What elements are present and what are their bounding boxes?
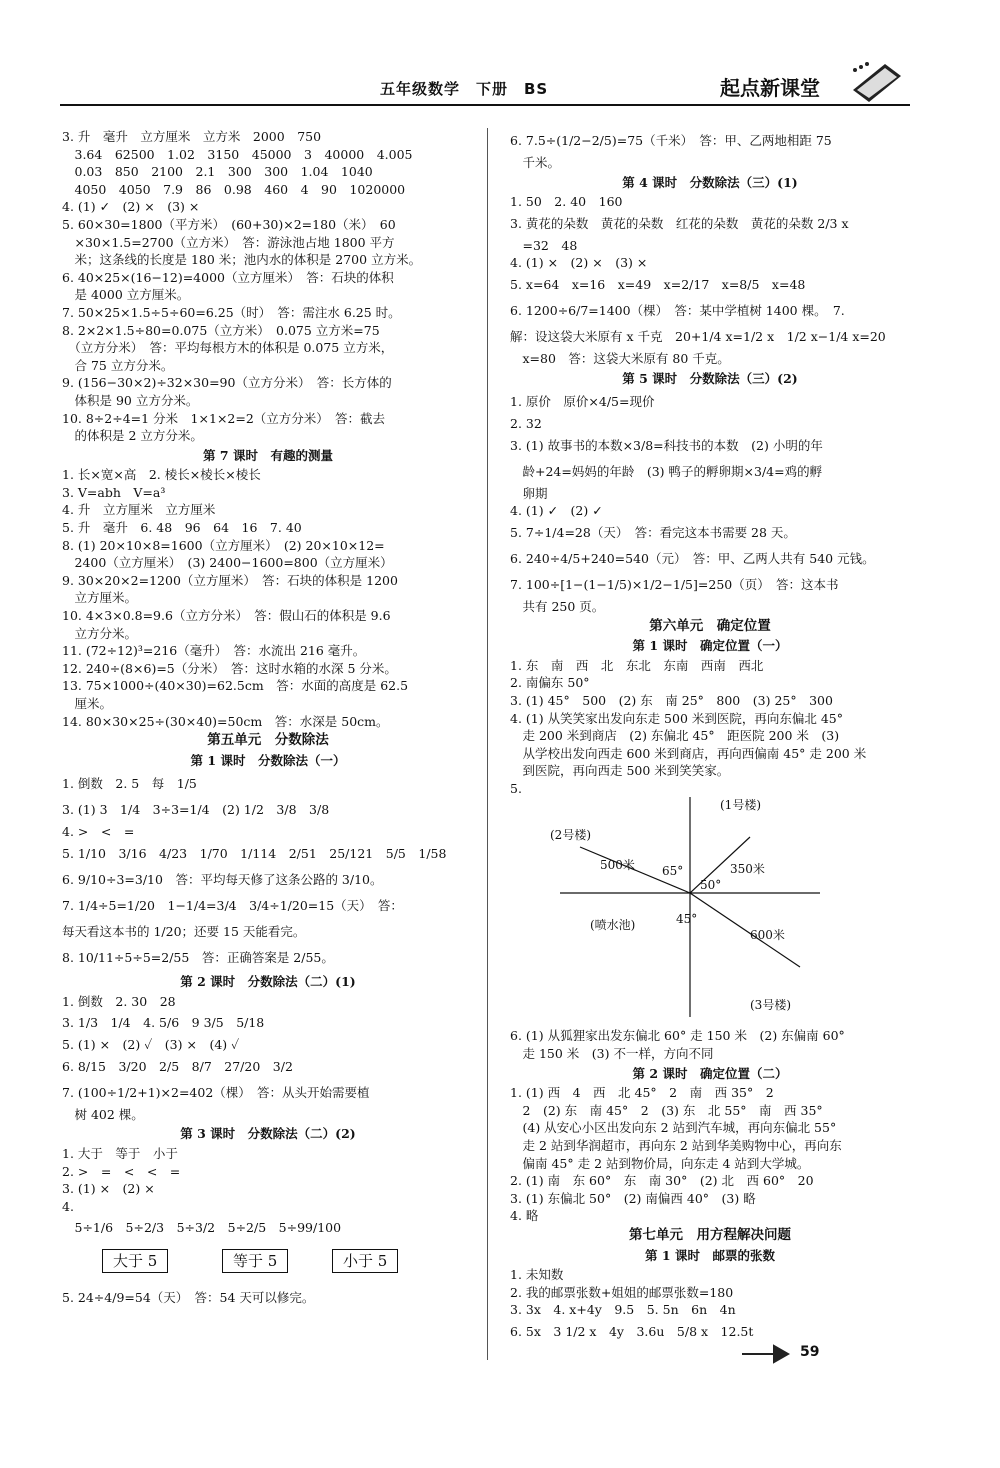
answer-box: 大于 5 bbox=[102, 1249, 168, 1273]
answer-line: 合 75 立方分米。 bbox=[62, 357, 174, 373]
answer-line: ×30×1.5=2700（立方米） 答：游泳池占地 1800 平方 bbox=[62, 234, 395, 250]
answer-line: 6. 1200÷6/7=1400（棵） 答：某中学植树 1400 棵。 7. bbox=[510, 302, 845, 318]
answer-line: 厘米。 bbox=[62, 696, 113, 711]
answer-line: 的体积是 2 立方分米。 bbox=[62, 428, 203, 444]
answer-line: 立方厘米。 bbox=[62, 590, 138, 606]
answer-line: 卵期 bbox=[510, 485, 548, 501]
answer-line: 走 150 米 (3) 不一样，方向不同 bbox=[510, 1046, 714, 1062]
answer-line: 8. 10/11÷5÷5=2/55 答：正确答案是 2/55。 bbox=[62, 949, 334, 965]
answer-line: 7. 50×25×1.5÷5÷60=6.25（时） 答：需注水 6.25 时。 bbox=[62, 304, 401, 320]
answer-line: 6. 9/10÷3=3/10 答：平均每天修了这条公路的 3/10。 bbox=[62, 871, 383, 887]
diagram-label: (2号楼) bbox=[550, 828, 591, 843]
answer-line: 7. (100÷1/2+1)×2=402（棵） 答：从头开始需要植 bbox=[62, 1084, 370, 1100]
answer-line: 2. > = < < = bbox=[62, 1163, 181, 1179]
answer-line: 龄+24=妈妈的年龄 (3) 鸭子的孵卵期×3/4=鸡的孵 bbox=[510, 463, 823, 479]
answer-line: 3. (1) 3 1/4 3÷3=1/4 (2) 1/2 3/8 3/8 bbox=[62, 802, 330, 818]
answer-line: 每天看这本书的 1/20；还要 15 天能看完。 bbox=[62, 923, 306, 939]
section-heading: 第 1 课时 确定位置（一） bbox=[632, 638, 788, 654]
arrow-icon bbox=[740, 1342, 790, 1366]
answer-line: 4050 4050 7.9 86 0.98 460 4 90 1020000 bbox=[62, 181, 406, 197]
page-header bbox=[0, 60, 1000, 110]
answer-line: 7. 1/4÷5=1/20 1−1/4=3/4 3/4÷1/20=15（天） 答： bbox=[62, 897, 403, 913]
header-title: 五年级数学 下册 BS bbox=[380, 80, 549, 98]
answer-line: 10. 8÷2÷4=1 分米 1×1×2=2（立方分米） 答：截去 bbox=[62, 410, 386, 426]
diagram-label: 50° bbox=[700, 878, 722, 893]
diagram-label: 600米 bbox=[750, 928, 785, 943]
answer-line: 10. 4×3×0.8=9.6（立方分米） 答：假山石的体积是 9.6 bbox=[62, 608, 391, 624]
section-heading: 第 1 课时 分数除法（一） bbox=[190, 752, 346, 768]
answer-line: 米；这条线的长度是 180 米；池内水的体积是 2700 立方米。 bbox=[62, 252, 422, 268]
section-heading: 第 7 课时 有趣的测量 bbox=[203, 447, 333, 463]
section-heading: 第六单元 确定位置 bbox=[649, 617, 771, 634]
answer-line: 是 4000 立方厘米。 bbox=[62, 287, 190, 303]
answer-line: 4. > < = bbox=[62, 824, 135, 840]
answer-line: 立方分米。 bbox=[62, 625, 138, 641]
answer-line: =32 48 bbox=[510, 237, 578, 253]
answer-line: 14. 80×30×25÷(30×40)=50cm 答：水深是 50cm。 bbox=[62, 713, 389, 729]
answer-line: 6. 40×25×(16−12)=4000（立方厘米） 答：石块的体积 bbox=[62, 269, 394, 285]
comparison-boxes bbox=[102, 1245, 474, 1279]
answer-line: 5. 7÷1/4=28（天） 答：看完这本书需要 28 天。 bbox=[510, 524, 796, 540]
page-number: 59 bbox=[800, 1344, 820, 1360]
answer-line: 12. 240÷(8×6)=5（分米） 答：这时水箱的水深 5 分米。 bbox=[62, 660, 397, 676]
answer-line: 5. 24÷4/9=54（天） 答：54 天可以修完。 bbox=[62, 1290, 315, 1306]
answer-line: 0.03 850 2100 2.1 300 300 1.04 1040 bbox=[62, 164, 373, 180]
answer-line: 从学校出发向西走 600 米到商店，再向西偏南 45° 走 200 米 bbox=[510, 745, 867, 761]
answer-line: 1. 长×宽×高 2. 棱长×棱长×棱长 bbox=[62, 467, 261, 483]
section-heading: 第 3 课时 分数除法（二）(2) bbox=[180, 1126, 356, 1142]
answer-line: 1. 50 2. 40 160 bbox=[510, 194, 623, 210]
column-divider bbox=[487, 128, 488, 1360]
answer-line: 3. (1) 东偏北 50° (2) 南偏西 40° (3) 略 bbox=[510, 1190, 756, 1206]
left-column bbox=[62, 128, 474, 1311]
diagram-label: (喷水池) bbox=[590, 918, 636, 933]
answer-line: 6. 240÷4/5+240=540（元） 答：甲、乙两人共有 540 元钱。 bbox=[510, 550, 875, 566]
answer-line: 3. (1) × (2) × bbox=[62, 1181, 155, 1197]
answer-line: 1. 未知数 bbox=[510, 1267, 564, 1283]
answer-line: 1. (1) 西 4 西 北 45° 2 南 西 35° 2 bbox=[510, 1085, 774, 1101]
answer-line: 4. (1) ✓ (2) × (3) × bbox=[62, 199, 200, 215]
section-heading: 第 2 课时 分数除法（二）(1) bbox=[180, 973, 356, 989]
answer-line: 1. 大于 等于 小于 bbox=[62, 1145, 178, 1161]
answer-line: 5. x=64 x=16 x=49 x=2/17 x=8/5 x=48 bbox=[510, 276, 806, 292]
answer-line: 解：设这袋大米原有 x 千克 20+1/4 x=1/2 x 1/2 x−1/4 x=20 bbox=[510, 328, 886, 344]
answer-line: 5. (1) × (2) ✓ (3) × (4) ✓ bbox=[62, 1037, 240, 1053]
answer-line: 5. 升 毫升 6. 48 96 64 16 7. 40 bbox=[62, 520, 302, 536]
answer-line: 3. 1/3 1/4 4. 5/6 9 3/5 5/18 bbox=[62, 1015, 265, 1031]
answer-line: 走 2 站到华润超市，再向东 2 站到华美购物中心，再向东 bbox=[510, 1138, 842, 1154]
answer-line: 6. 8/15 3/20 2/5 8/7 27/20 3/2 bbox=[62, 1058, 293, 1074]
answer-line: （立方分米） 答：平均每根方木的体积是 0.075 立方米， bbox=[62, 340, 394, 356]
answer-line: 4. (1) × (2) × (3) × bbox=[510, 255, 648, 271]
answer-line: 2400（立方厘米） (3) 2400−1600=800（立方厘米） bbox=[62, 555, 393, 571]
answer-line: 树 402 棵。 bbox=[62, 1106, 144, 1122]
diagram-label: 45° bbox=[676, 912, 698, 927]
answer-line: 共有 250 页。 bbox=[510, 598, 605, 614]
answer-line: 走 200 米到商店 (2) 东偏北 45° 距医院 200 米 (3) bbox=[510, 728, 840, 744]
answer-line: 6. 5x 3 1/2 x 4y 3.6u 5/8 x 12.5t bbox=[510, 1323, 754, 1339]
diagram-label: 350米 bbox=[730, 862, 765, 877]
answer-line: 2. 32 bbox=[510, 416, 542, 432]
answer-line: (4) 从安心小区出发向东 2 站到汽车城，再向东偏北 55° bbox=[510, 1120, 837, 1136]
answer-line: 偏南 45° 走 2 站到物价局，向东走 4 站到大学城。 bbox=[510, 1155, 810, 1171]
answer-line: 2. (1) 南 东 60° 东 南 30° (2) 北 西 60° 20 bbox=[510, 1173, 814, 1189]
answer-line: 11. (72÷12)³=216（毫升） 答：水流出 216 毫升。 bbox=[62, 643, 366, 659]
answer-line: 1. 东 南 西 北 东北 东南 西南 西北 bbox=[510, 657, 764, 673]
answer-line: 2. 我的邮票张数+姐姐的邮票张数=180 bbox=[510, 1284, 734, 1300]
section-heading: 第 2 课时 确定位置（二） bbox=[632, 1065, 788, 1081]
page-footer bbox=[740, 1342, 910, 1368]
answer-line: 2. 南偏东 50° bbox=[510, 675, 590, 691]
brand-logo-text: 起点新课堂 bbox=[720, 76, 820, 100]
answer-line: 5÷1/6 5÷2/3 5÷3/2 5÷2/5 5÷99/100 bbox=[62, 1220, 342, 1236]
section-heading: 第 1 课时 邮票的张数 bbox=[645, 1247, 775, 1263]
answer-line: 5. 60×30=1800（平方米） (60+30)×2=180（米） 60 bbox=[62, 216, 396, 232]
section-heading: 第五单元 分数除法 bbox=[207, 732, 329, 749]
right-column bbox=[510, 128, 910, 1345]
answer-line: 6. (1) 从狐狸家出发东偏北 60° 走 150 米 (2) 东偏南 60° bbox=[510, 1028, 845, 1044]
section-heading: 第 5 课时 分数除法（三）(2) bbox=[622, 370, 798, 386]
answer-line: 3. (1) 故事书的本数×3/8=科技书的本数 (2) 小明的年 bbox=[510, 437, 823, 453]
section-heading: 第七单元 用方程解决问题 bbox=[629, 1227, 791, 1243]
section-heading: 第 4 课时 分数除法（三）(1) bbox=[622, 174, 798, 190]
diagram-label: (1号楼) bbox=[720, 798, 761, 813]
answer-line: 6. 7.5÷(1/2−2/5)=75（千米） 答：甲、乙两地相距 75 bbox=[510, 133, 832, 148]
answer-box: 等于 5 bbox=[222, 1249, 288, 1273]
answer-line: 3. 3x 4. x+4y 9.5 5. 5n 6n 4n bbox=[510, 1302, 736, 1318]
header-rule bbox=[60, 104, 910, 106]
answer-line: 4. (1) 从笑笑家出发向东走 500 米到医院，再向东偏北 45° bbox=[510, 710, 844, 726]
answer-line: 13. 75×1000÷(40×30)=62.5cm 答：水面的高度是 62.5 bbox=[62, 678, 409, 694]
answer-line: 到医院，再向西走 500 米到笑笑家。 bbox=[510, 763, 730, 779]
answer-line: 4. (1) ✓ (2) ✓ bbox=[510, 503, 603, 519]
position-diagram bbox=[550, 797, 830, 1027]
answer-line: 3.64 62500 1.02 3150 45000 3 40000 4.005 bbox=[62, 146, 413, 162]
answer-line: 9. 30×20×2=1200（立方厘米） 答：石块的体积是 1200 bbox=[62, 572, 398, 588]
notebook-icon bbox=[845, 60, 905, 104]
answer-line: 1. 原价 原价×4/5=现价 bbox=[510, 394, 655, 410]
answer-line: 1. 倒数 2. 5 每 1/5 bbox=[62, 776, 197, 792]
answer-line: 4. 升 立方厘米 立方厘米 bbox=[62, 502, 216, 518]
answer-line: 8. (1) 20×10×8=1600（立方厘米） (2) 20×10×12= bbox=[62, 537, 385, 553]
answer-line: 3. V=abh V=a³ bbox=[62, 484, 166, 500]
answer-line: 3. 升 毫升 立方厘米 立方米 2000 750 bbox=[62, 129, 322, 144]
answer-line: 4. bbox=[62, 1198, 74, 1214]
answer-line: 8. 2×2×1.5÷80=0.075（立方米） 0.075 立方米=75 bbox=[62, 322, 380, 338]
diagram-label: 65° bbox=[662, 864, 684, 879]
answer-line: 1. 倒数 2. 30 28 bbox=[62, 993, 176, 1009]
answer-line: 4. 略 bbox=[510, 1208, 539, 1224]
answer-line: 千米。 bbox=[510, 155, 561, 170]
answer-line: 3. 黄花的朵数 黄花的朵数 红花的朵数 黄花的朵数 2/3 x bbox=[510, 215, 849, 231]
answer-box: 小于 5 bbox=[332, 1249, 398, 1273]
answer-line: 体积是 90 立方分米。 bbox=[62, 392, 199, 408]
answer-line: 5. bbox=[510, 780, 522, 796]
answer-line: x=80 答：这袋大米原有 80 千克。 bbox=[510, 350, 730, 366]
answer-line: 2 (2) 东 南 45° 2 (3) 东 北 55° 南 西 35° bbox=[510, 1102, 823, 1118]
diagram-label: (3号楼) bbox=[750, 998, 791, 1013]
answer-line: 3. (1) 45° 500 (2) 东 南 25° 800 (3) 25° 300 bbox=[510, 692, 833, 708]
answer-line: 7. 100÷[1−(1−1/5)×1/2−1/5]=250（页） 答：这本书 bbox=[510, 576, 839, 592]
answer-line: 9. (156−30×2)÷32×30=90（立方分米） 答：长方体的 bbox=[62, 375, 392, 391]
answer-line: 5. 1/10 3/16 4/23 1/70 1/114 2/51 25/121 5/5 1/58 bbox=[62, 845, 447, 861]
diagram-label: 500米 bbox=[600, 858, 635, 873]
